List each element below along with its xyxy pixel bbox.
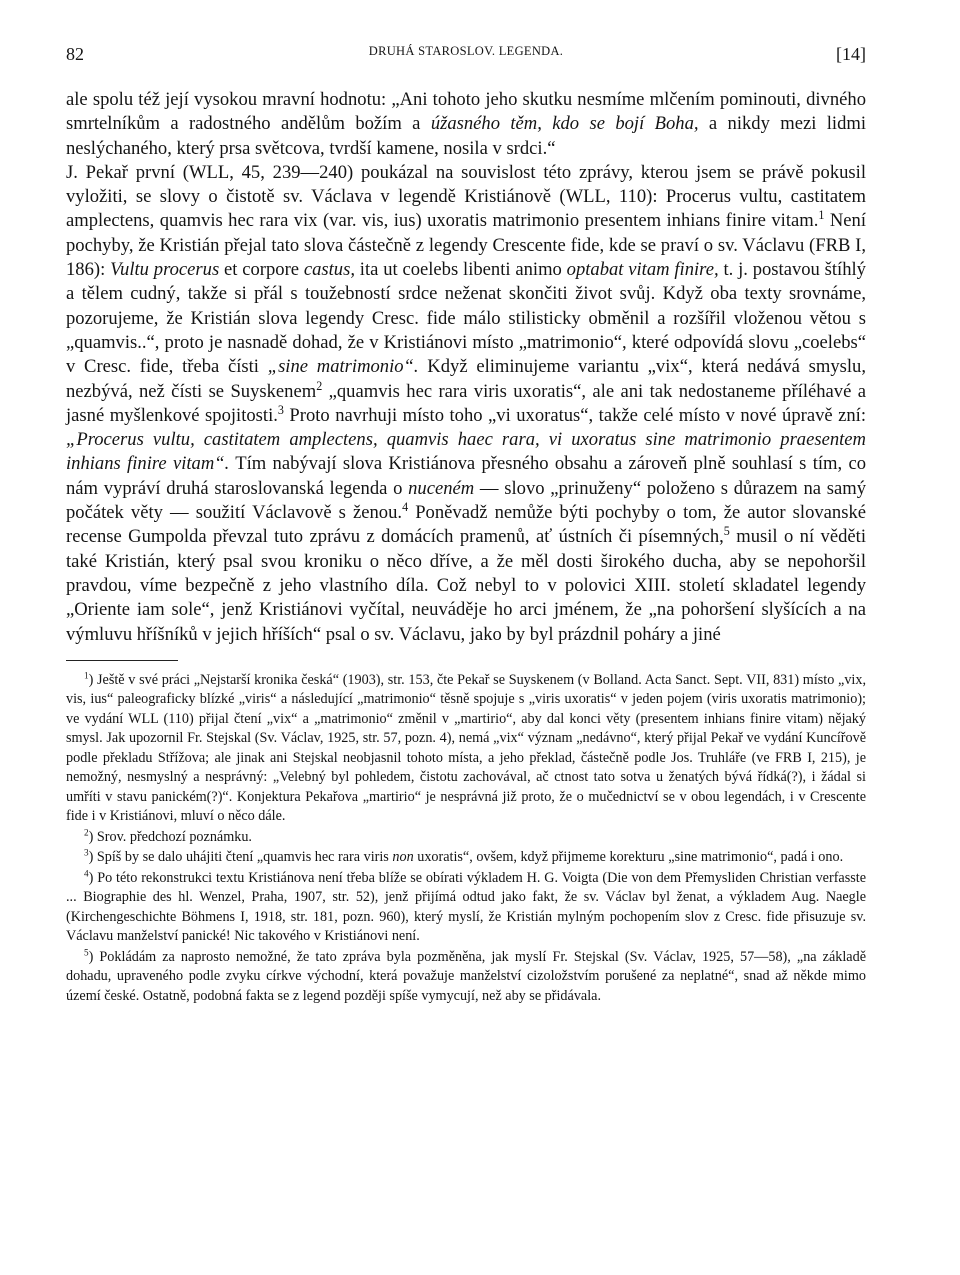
footnote-text: ) Pokládám za naprosto nemožné, že tato zpráva byla pozměněna, jak myslí Fr. Stejskal (Sv. Václav, 1925, 57—58), „na základě dohadu, upraveného podle zvyku církve východní, která považuje manželství cizoložstvím porušené za neplatné“, snad až někde mimo území české. Ostatně, podobná fakta se z legend později spíše vymycují, než aby se přidávala.: [66, 948, 866, 1004]
text-run: ita ut coelebs libenti animo: [354, 259, 567, 281]
page-header: [66, 36, 866, 66]
footnote-1: [66, 671, 866, 827]
footnote-text: ) Srov. předchozí poznámku.: [88, 828, 252, 845]
footnote-2: [66, 828, 866, 848]
paragraph-2: [66, 161, 866, 647]
section-reference: [14]: [836, 44, 866, 64]
footnote-mark: 2: [316, 378, 323, 393]
footnote-4: [66, 869, 866, 947]
footnote-mark: 3: [277, 402, 284, 417]
footnote-divider: [66, 660, 178, 661]
italic-run: „Procerus vultu, castitatem amplectens, quamvis haec rara, vi uxoratus sine matrimonio praesentem inhians finire vitam“.: [66, 429, 866, 475]
italic-run: „sine matrimonio“.: [267, 356, 419, 378]
footnotes: [66, 671, 866, 1007]
footnote-mark: 4: [402, 499, 409, 514]
footnote-number: 2: [84, 827, 89, 838]
paragraph-1: [66, 88, 866, 161]
footnote-number: 5: [84, 947, 89, 958]
italic-run: Vultu procerus: [110, 259, 220, 281]
text-run: — slovo „prinuženy“ položeno s důrazem na samý počátek věty — soužití Václavově s ženou.: [66, 477, 866, 524]
footnote-text: ) Ještě v své práci „Nejstarší kronika česká“ (1903), str. 153, čte Pekař se Suyskenem (v Bolland. Acta Sanct. Sept. VII, 831) místo „vix, vis, ius“ paleograficky blízké „viris“ a následující „matrimonio“ těsně spojuje s „viris uxoratis“ v jeden pojem (viris uxoratis matrimonio); ve vydání WLL (110) přijal čtení „vix“ a „matrimonio“ změnil v „martirio“, aby dal konci věty (presentem inhians finire vitam) nějaký smysl. Jak upozornil Fr. Stejskal (Sv. Václav, 1925, str. 57, pozn. 4), nemá „vix“ význam „nedávno“, který přijal Pekař ve vydání Kuncířově podle překladu Střížova; ale jinak ani Stejskal neobjasnil tohoto místa, a jeho překlad, částečně podle Jos. Truhláře (ve FRB I, 215), je nemožný, nesmyslný a nesprávný: „Velebný byl pohledem, čistotu zachovával, ač ctnost tato sotva u ženatých bývá řídká(?), i žádal si umříti v stavu panickém(?)“. Konjektura Pekařova „martirio“ je nesprávná již proto, že o mučednictví se v obou legendách, i v Crescente fide i v Kristiánovi, mluví o něco dále.: [66, 671, 866, 825]
italic-run: nuceném: [408, 477, 475, 499]
text-run: Poněvadž nemůže býti pochyby o tom, že autor slovanské recense Gumpolda převzal tuto zprávu z domácích pramenů, ať ústních či písemných,: [66, 502, 866, 548]
footnote-text: ) Po této rekonstrukci textu Kristiánova není třeba blíže se obírati výkladem H. G. Voigta (Die von dem Přemysliden Christian verfasste ... Biographie des hl. Wenzel, Praha, 1907, str. 52), jenž přijímá odtud jako fakt, že sv. Václav byl ženat, a výkladem Aug. Naegle (Kirchengeschichte Böhmens I, 1918, str. 181, pozn. 960), který myslí, že Kristián mylným pochopením slov z Cresc. fide přisuzuje sv. Václavu manželství panické! Nic takového v Kristiánovi není.: [66, 869, 866, 945]
text-run: t. j. postavou štíhlý a tělem cudný, takže si přál s toužebností srdce neženat skončiti život svůj. Když oba texty srovnáme, pozorujeme, že Kristián slova legendy Cresc. fide málo stilisticky obměnil a rozšířil vloženou větou s „quamvis..“, proto je nasnadě dohad, že v Kristiánovi místo „matrimonio“, které odpovídá slovu „coelebs“ v Cresc. fide, třeba čísti: [66, 259, 866, 378]
footnote-5: [66, 948, 866, 1007]
page-number: 82: [66, 44, 84, 64]
footnote-3: [66, 848, 866, 868]
footnote-number: 3: [84, 847, 89, 858]
italic-run: castus,: [303, 259, 355, 281]
text-run: ale spolu též její vysokou mravní hodnotu: „Ani tohoto jeho skutku nesmíme mlčením pominouti, divného smrtelníkům a radostného andělům božím a: [66, 89, 866, 135]
footnote-number: 1: [84, 670, 89, 681]
main-text: [66, 88, 866, 647]
book-page: [66, 36, 866, 1007]
footnote-mark: 1: [818, 208, 825, 223]
running-title: DRUHÁ STAROSLOV. LEGENDA.: [368, 44, 564, 58]
text-run: Není pochyby, že Kristián přejal tato slova částečně z legendy Crescente fide, kde se praví o sv. Václavu (FRB I, 186):: [66, 210, 866, 281]
italic-run: optabat vitam finire,: [566, 259, 719, 281]
text-run: „quamvis hec rara viris uxoratis“, ale ani tak nedostaneme příléhavé a jasné myšlenkové spojitosti.: [66, 380, 866, 426]
footnote-text: uxoratis“, ovšem, když přijmeme korekturu „sine matrimonio“, padá i ono.: [413, 849, 844, 866]
footnote-text: ) Spíš by se dalo uhájiti čtení „quamvis hec rara viris: [88, 849, 393, 866]
text-run: J. Pekař první (WLL, 45, 239—240) poukázal na souvislost této zprávy, kterou jsem se právě pokusil vyložiti, se slovy o čistotě sv. Václava v legendě Kristiánově (WLL, 110): Procerus vultu, castitatem amplectens, quamvis hec rara vix (var. vis, ius) uxoratis matrimonio presentem inhians finire vitam.: [66, 161, 866, 232]
text-run: Tím nabývají slova Kristiánova přesného obsahu a zároveň plně souhlasí s tím, co nám vypráví druhá staroslovanská legenda o: [66, 453, 866, 499]
text-run: Když eliminujeme variantu „vix“, která nedává smyslu, nezbývá, než čísti se Suyskenem: [66, 356, 866, 402]
text-run: Proto navrhuji místo toho „vi uxoratus“, takže celé místo v nové úpravě zní:: [283, 404, 866, 426]
footnote-number: 4: [84, 868, 89, 879]
text-run: a nikdy mezi lidmi neslýchaného, který prsa světcova, tvrdší kamene, nosila v srdci.“: [66, 113, 867, 159]
italic-run: úžasného těm, kdo se bojí Boha,: [430, 113, 699, 135]
footnote-italic: non: [392, 849, 414, 866]
footnote-mark: 5: [723, 524, 730, 539]
text-run: et corpore: [219, 259, 304, 281]
text-run: musil o ní věděti také Kristián, který psal svou kroniku o něco dříve, a že měl dosti širokého ducha, aby se nepohoršil pravdou, víme bezpečně z jeho vlastního díla. Což nebyl to v polovici XIII. století skladatel legendy „Oriente iam sole“, jenž Kristiánovi vyčítal, neuváděje ho arci jménem, že „na pohoršení slyšících a na výmluvu hříšníků v jejich hříších“ psal o sv. Václavu, jako by byl prázdnil poháry a jiné: [66, 526, 866, 645]
